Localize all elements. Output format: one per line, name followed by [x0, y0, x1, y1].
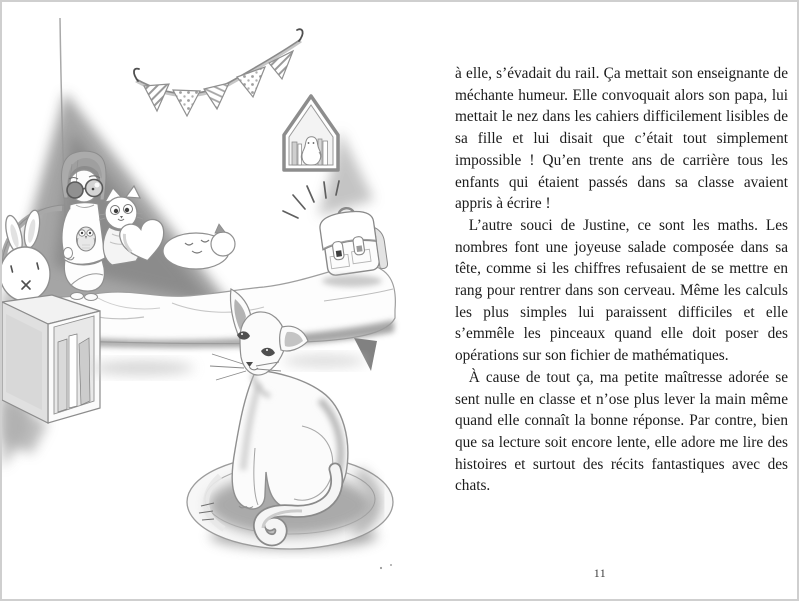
- book-spine: [58, 339, 67, 412]
- sleeping-plush: [163, 224, 235, 269]
- bedroom-illustration: [2, 2, 402, 599]
- bookshelf: [2, 295, 100, 454]
- pennant-banner: [134, 29, 303, 116]
- left-page: [2, 2, 402, 599]
- house-shelf: [284, 96, 374, 216]
- book-spine: [79, 338, 90, 405]
- body-text: [455, 63, 788, 497]
- paragraph-2: L’autre souci de Justine, ce sont les maths. Les nombres font une joyeuse salade composée dans sa tête, comme si les chiffres refusaient de se mettre en rang pour rentrer dans son cerveau. Même les calculs les plus simples lui paraissent difficiles et elle s’emmêle les pinceaux quand elle doit poser des opérations sur son fichier de mathématiques.: [455, 216, 788, 365]
- floor-specks: [380, 564, 392, 569]
- paragraph-3: À cause de tout ça, ma petite maîtresse adorée se sent nulle en classe et n’ose plus lever la main même quand elle connaît la bonne réponse. Par contre, bien que sa lecture soit encore lente, elle adore me lire des histoires et surtout des récits fantastiques avec des chats.: [455, 368, 788, 495]
- bed-leg: [354, 338, 377, 371]
- right-page: [402, 2, 799, 599]
- owl-print: [77, 227, 96, 251]
- floor-shadows: [90, 355, 366, 375]
- book-spine: [69, 334, 77, 408]
- girl-with-glasses: [62, 151, 106, 300]
- paragraph-1: à elle, s’évadait du rail. Ça mettait son enseignante de méchante humeur. Elle convoquait alors son papa, lui mettait le nez dans les cahiers difficilement lisibles de sa fille et lui disait que c’était tout simplement impossible ! Qu’en trente ans de carrière tous les enfants qui étaient passés dans sa classe avaient appris à écrire !: [455, 65, 788, 213]
- page-number: 11: [593, 566, 607, 580]
